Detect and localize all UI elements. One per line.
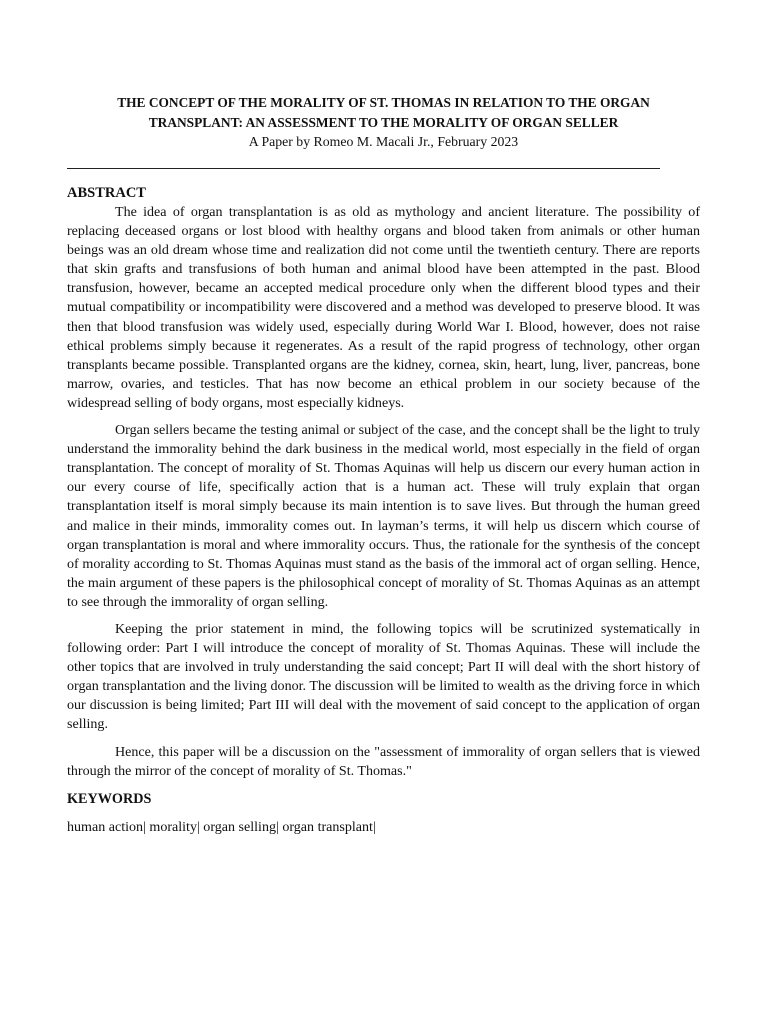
paper-byline: A Paper by Romeo M. Macali Jr., February 2023 xyxy=(248,134,519,149)
abstract-paragraph-4: Hence, this paper will be a discussion on the "assessment of immorality of organ sellers that is viewed through the mirror of the concept of morality of St. Thomas." xyxy=(67,743,700,779)
keywords-list: human action| morality| organ selling| organ transplant| xyxy=(67,818,376,835)
abstract-heading: ABSTRACT xyxy=(67,185,146,201)
paper-page xyxy=(67,93,700,837)
header-divider xyxy=(67,168,660,169)
abstract-paragraph-1: The idea of organ transplantation is as old as mythology and ancient literature. The possibility of replacing deceased organs or lost blood with healthy organs and blood taken from animals or other human beings was an old dream whose time and realization did not come until the twentieth century. There are reports that skin grafts and transfusions of both human and animal blood have been attempted in the past. Blood transfusion, however, became an accepted medical procedure only when the different blood types and their mutual compatibility or incompatibility were discovered and a method was developed to preserve blood. It was then that blood transfusion was widely used, especially during World War I. Blood, however, does not raise ethical problems simply because it regenerates. As a result of the rapid progress of technology, other organ transplants became possible. Transplanted organs are the kidney, cornea, skin, heart, lung, liver, pancreas, bone marrow, ovaries, and testicles. That has now become an ethical problem in our society because of the widespread selling of body organs, most especially kidneys. xyxy=(67,204,700,411)
abstract-paragraph-2: Organ sellers became the testing animal or subject of the case, and the concept shall be the light to truly understand the immorality behind the dark business in the medical world, most especially in the field of organ transplantation. The concept of morality of St. Thomas Aquinas will help us discern our every human action in our every course of life, specifically action that is a human act. These will truly explain that organ transplantation itself is moral simply because its main intention is to save lives. But through the human greed and malice in their minds, immorality comes out. In layman’s terms, it will help us discern which course of organ transplantation is moral and where immorality occurs. Thus, the rationale for the synthesis of the concept of morality according to St. Thomas Aquinas must stand as the basis of the immoral act of organ selling. Hence, the main argument of these papers is the philosophical concept of morality of St. Thomas Aquinas as an attempt to see through the immorality of organ selling. xyxy=(67,422,700,610)
abstract-paragraph-3: Keeping the prior statement in mind, the following topics will be scrutinized systematically in following order: Part I will introduce the concept of morality of St. Thomas Aquinas. These will include the other topics that are involved in truly understanding the said concept; Part II will deal with the short history of organ transplantation and the living donor. The discussion will be limited to wealth as the driving force in which our discussion is being limited; Part III will deal with the movement of said concept to the application of organ selling. xyxy=(67,620,700,733)
paper-title-line-2: TRANSPLANT: AN ASSESSMENT TO THE MORALITY OF ORGAN SELLER xyxy=(148,114,619,130)
paper-title xyxy=(67,93,700,132)
abstract-body xyxy=(67,203,700,781)
paper-title-line-1: THE CONCEPT OF THE MORALITY OF ST. THOMAS IN RELATION TO THE ORGAN xyxy=(117,95,650,110)
keywords-heading: KEYWORDS xyxy=(67,790,152,807)
